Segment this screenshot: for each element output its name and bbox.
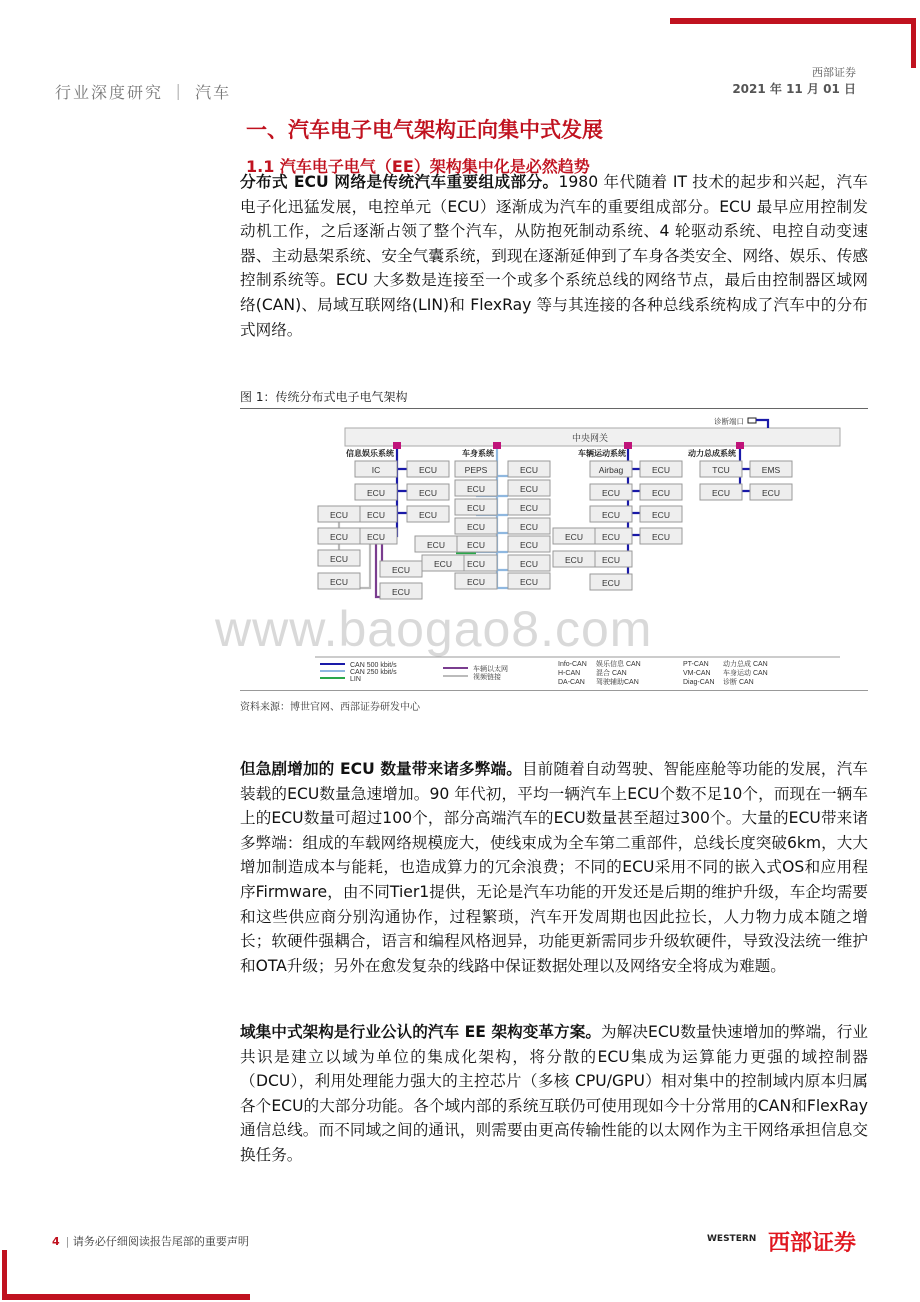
gateway-port-icon [624,442,632,449]
node-label: ECU [520,559,538,569]
paragraph-text: 1980 年代随着 IT 技术的起步和兴起，汽车电子化迅猛发展，电控单元（ECU）逐渐成为汽车的重要组成部分。ECU 最早应用控制发动机工作，之后逐渐占领了整个汽车，从防抱死制动系统、4 轮驱动系统、电控自动变速器、主动悬架系统、安全气囊系统，到现在逐渐延伸到了车身各类安全、网络、娱乐、传感控制系统等。ECU 大多数是连接至一个或多个系统总线的网络节点，最后由控制器区域网络(CAN)、局域互联网络(LIN)和 FlexRay 等与其连接的各种总线系统构成了汽车中的分布式网络。 [240,173,868,339]
node-label: ECU [467,484,485,494]
node-label: ECU [520,465,538,475]
node-label: ECU [467,522,485,532]
node-label: ECU [419,488,437,498]
node-label: ECU [602,488,620,498]
node-label: ECU [520,577,538,587]
node-label: ECU [520,484,538,494]
paragraph-lead: 但急剧增加的 ECU 数量带来诸多弊端。 [240,760,522,778]
node-label: PEPS [464,465,488,475]
node-label: EMS [761,465,781,475]
node-label: ECU [392,587,410,597]
node-label: ECU [330,510,348,520]
footer-red-bar [2,1294,250,1300]
node-label: ECU [367,532,385,542]
node-label: ECU [652,532,670,542]
node-label: ECU [712,488,730,498]
domain-label: 动力总成系统 [688,449,736,458]
legend-label: 车辆以太网 [473,666,508,673]
node-label: ECU [520,503,538,513]
header-brand: 西部证券 [812,66,856,79]
node-label: IC [371,465,381,475]
paragraph-ecu-drawbacks [240,757,868,978]
node-label: ECU [419,465,437,475]
node-label: ECU [392,565,410,575]
node-label: ECU [467,540,485,550]
node-label: ECU [434,559,452,569]
node-label: ECU [565,532,583,542]
node-label: ECU [602,555,620,565]
footer-disclaimer: 4 | 请务必仔细阅读报告尾部的重要声明 [52,1235,249,1248]
node-label: ECU [652,465,670,475]
legend-abbr-desc: 娱乐信息 CAN [596,661,641,668]
paragraph-lead: 域集中式架构是行业公认的汽车 EE 架构变革方案。 [240,1023,602,1041]
node-label: ECU [762,488,780,498]
disclaimer-text: 请务必仔细阅读报告尾部的重要声明 [72,1235,249,1248]
legend-abbr: H-CAN [558,670,581,677]
figure-caption: 图 1：传统分布式电子电气架构 [240,390,408,404]
node-label: ECU [330,532,348,542]
paragraph-lead: 分布式 ECU 网络是传统汽车重要组成部分。 [240,173,559,191]
diagnostic-port-icon [748,418,756,423]
report-category: 行业深度研究 ｜ 汽车 [55,83,232,102]
node-label: ECU [427,540,445,550]
domain-label: 车辆运动系统 [578,449,626,458]
node-label: ECU [367,488,385,498]
legend-abbr: PT-CAN [683,661,709,668]
ethernet-link [376,544,380,597]
paragraph-domain-architecture [240,1020,868,1168]
node-label: ECU [602,532,620,542]
legend-abbr: DA-CAN [558,679,585,686]
paragraph-text: 目前随着自动驾驶、智能座舱等功能的发展，汽车装载的ECU数量急速增加。90 年代初，平均一辆汽车上ECU个数不足10个，而现在一辆车上的ECU数量可超过100个，部分高端汽车的ECU数量甚至超过300个。大量的ECU带来诸多弊端：组成的车载网络规模庞大，使线束成为全车第二重部件，总线长度突破6km，大大增加制造成本与能耗，也造成算力的冗余浪费；不同的ECU采用不同的嵌入式OS和应用程序Firmware，由不同Tier1提供，无论是汽车功能的开发还是后期的维护升级，车企均需要和这些供应商分别沟通协作，过程繁琐，汽车开发周期也因此拉长，人力物力成本随之增长；软硬件强耦合，语言和编程风格迥异，功能更新需同步升级软硬件，导致没法统一维护和OTA升级；另外在愈发复杂的线路中保证数据处理以及网络安全将成为难题。 [240,760,868,975]
subsection-title: 1.1 汽车电子电气（EE）架构集中化是必然趋势 [246,157,590,176]
legend-abbr: Diag-CAN [683,679,715,686]
node-label: ECU [419,510,437,520]
watermark: www.baogao8.com [215,601,653,657]
legend-label: 视频链接 [473,674,501,681]
node-label: ECU [330,554,348,564]
node-label: ECU [467,577,485,587]
domain-label: 信息娱乐系统 [346,449,394,458]
node-label: ECU [652,488,670,498]
node-label: ECU [330,577,348,587]
gateway-port-icon [736,442,744,449]
node-label: ECU [652,510,670,520]
domain-label: 车身系统 [462,449,494,458]
legend-abbr-desc: 混合 CAN [596,670,627,677]
legend-label: CAN 250 kbit/s [350,669,397,676]
footer-red-bar-vertical [2,1250,7,1300]
legend-abbr-desc: 动力总成 CAN [723,661,768,668]
legend-abbr: Info-CAN [558,661,587,668]
node-label: ECU [367,510,385,520]
legend-abbr-desc: 诊断 CAN [723,679,754,686]
gateway-port-icon [493,442,501,449]
node-label: Airbag [598,465,624,475]
node-label: ECU [602,510,620,520]
section-title: 一、汽车电子电气架构正向集中式发展 [246,118,603,142]
diag-bus [756,420,768,428]
node-label: ECU [467,503,485,513]
figure-bottom-rule [240,690,868,691]
legend-abbr: VM-CAN [683,670,711,677]
legend-label: LIN [350,676,361,683]
node-label: ECU [520,540,538,550]
paragraph-text: 为解决ECU数量快速增加的弊端，行业共识是建立以域为单位的集成化架构，将分散的ECU集成为运算能力更强的域控制器（DCU），利用处理能力强大的主控芯片（多核 CPU/GPU）相对集中的控制域内原本归属各个ECU的大部分功能。各个域内部的系统互联仍可使用现如今十分常用的CAN和FlexRay通信总线。而不同域之间的通讯，则需要由更高传输性能的以太网作为主干网络承担信息交换任务。 [240,1023,868,1164]
node-label: ECU [565,555,583,565]
report-date: 2021 年 11 月 01 日 [732,82,856,96]
node-label: TCU [712,465,730,475]
page-number: 4 [52,1235,60,1248]
logo-western-cn: 西部证券 [768,1231,857,1256]
node-label: ECU [602,578,620,588]
legend-abbr-desc: 驾驶辅助CAN [596,679,639,686]
legend-abbr-desc: 车身运动 CAN [723,670,768,677]
logo-western-en: WESTERN [707,1234,757,1244]
node-label: ECU [467,559,485,569]
gateway-port-icon [393,442,401,449]
figure-source: 资料来源：博世官网、西部证券研发中心 [240,702,420,713]
central-gateway-label: 中央网关 [571,433,609,443]
node-label: ECU [520,522,538,532]
legend-label: CAN 500 kbit/s [350,662,397,669]
diagnostic-port-label: 诊断端口 [714,417,744,426]
